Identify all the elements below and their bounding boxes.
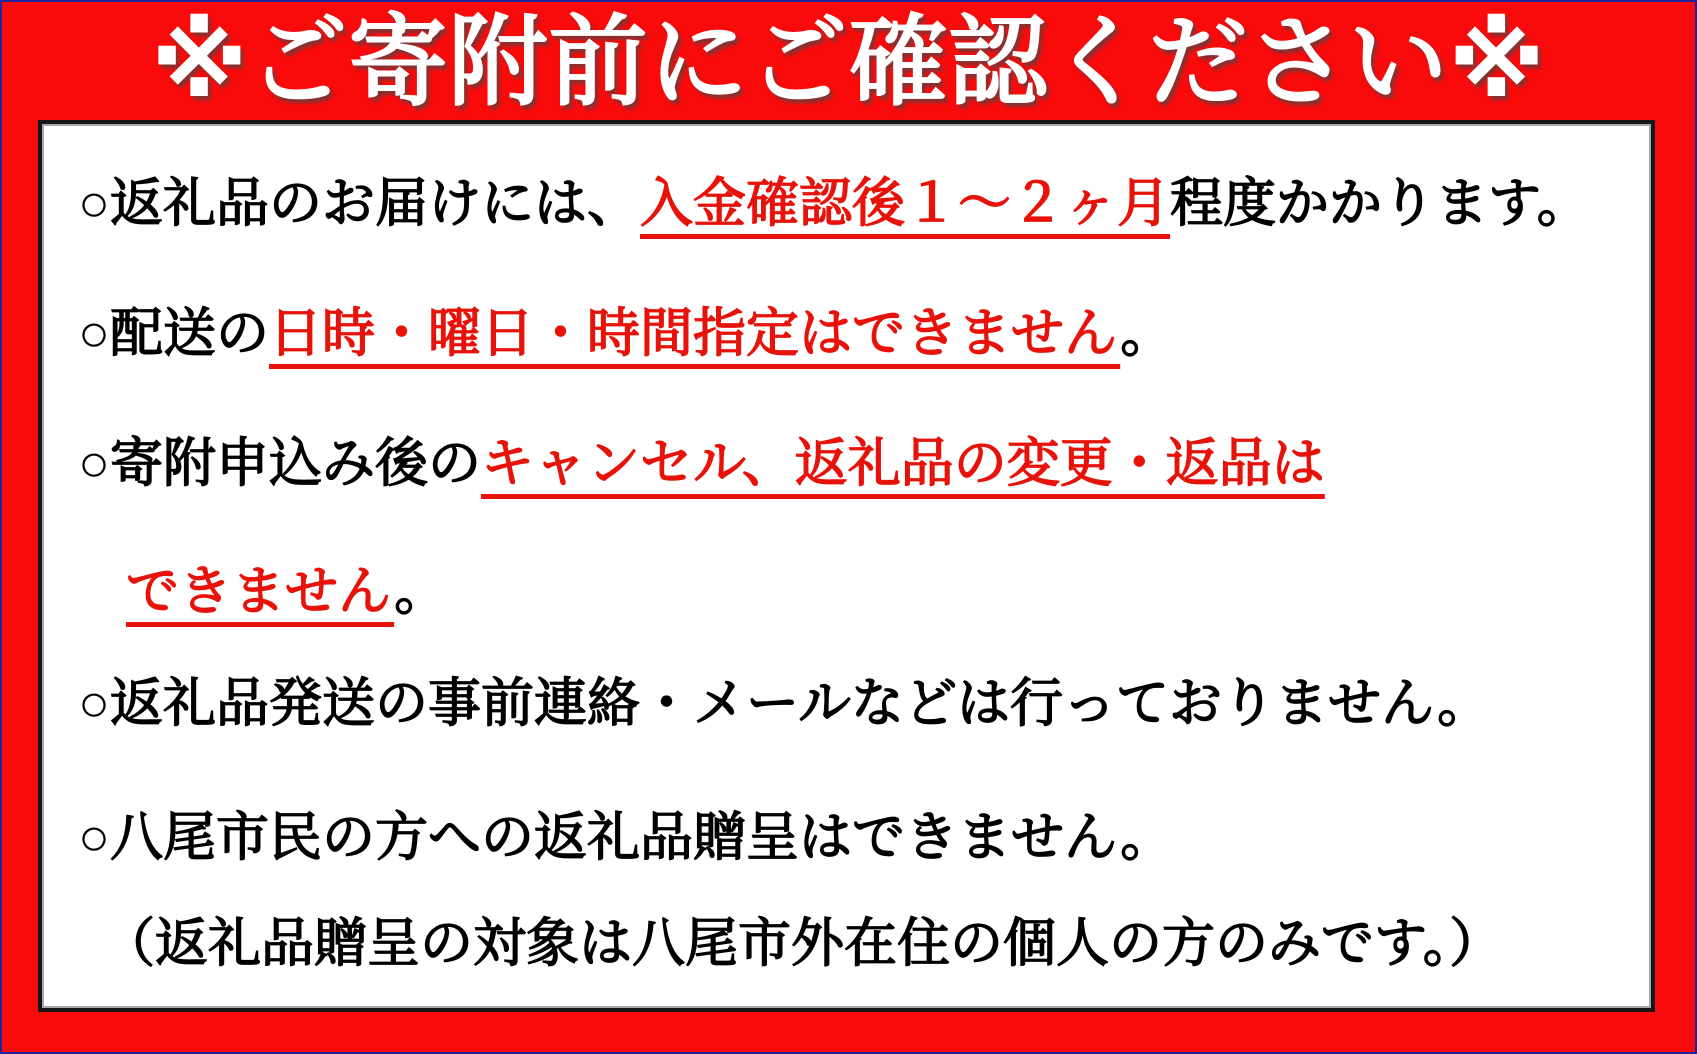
notice-line-no-cancel xyxy=(78,428,1631,500)
title-band xyxy=(2,2,1695,120)
text-segment: ○返礼品発送の事前連絡・メールなどは行っておりません。 xyxy=(78,674,1491,733)
notice-line-eligibility-note xyxy=(78,908,1631,980)
notice-box xyxy=(38,120,1655,1012)
text-segment: （返礼品贈呈の対象は八尾市外在住の個人の方のみです。） xyxy=(102,914,1503,973)
text-segment: ○八尾市民の方への返礼品贈呈はできません。 xyxy=(78,808,1174,867)
notice-line-delivery-time xyxy=(78,168,1631,240)
text-segment: ○返礼品のお届けには、 xyxy=(78,174,641,233)
emphasized-text: 日時・曜日・時間指定はできません xyxy=(269,304,1121,363)
text-segment: ○配送の xyxy=(78,304,270,363)
page-title: ※ご寄附前にご確認ください※ xyxy=(151,5,1546,117)
emphasized-text: 入金確認後１～２ヶ月 xyxy=(640,174,1171,233)
notice-line-no-advance-contact xyxy=(78,668,1631,740)
text-segment: 。 xyxy=(1120,304,1174,363)
notice-line-no-city-residents xyxy=(78,802,1631,874)
notice-line-no-date-specification xyxy=(78,298,1631,370)
notice-line-no-cancel-continued xyxy=(78,556,1631,628)
text-segment: 。 xyxy=(394,562,448,621)
emphasized-text: キャンセル、返礼品の変更・返品は xyxy=(481,434,1325,493)
text-segment: 程度かかります。 xyxy=(1170,174,1590,233)
text-segment: ○寄附申込み後の xyxy=(78,434,482,493)
emphasized-text: できません xyxy=(126,562,395,621)
